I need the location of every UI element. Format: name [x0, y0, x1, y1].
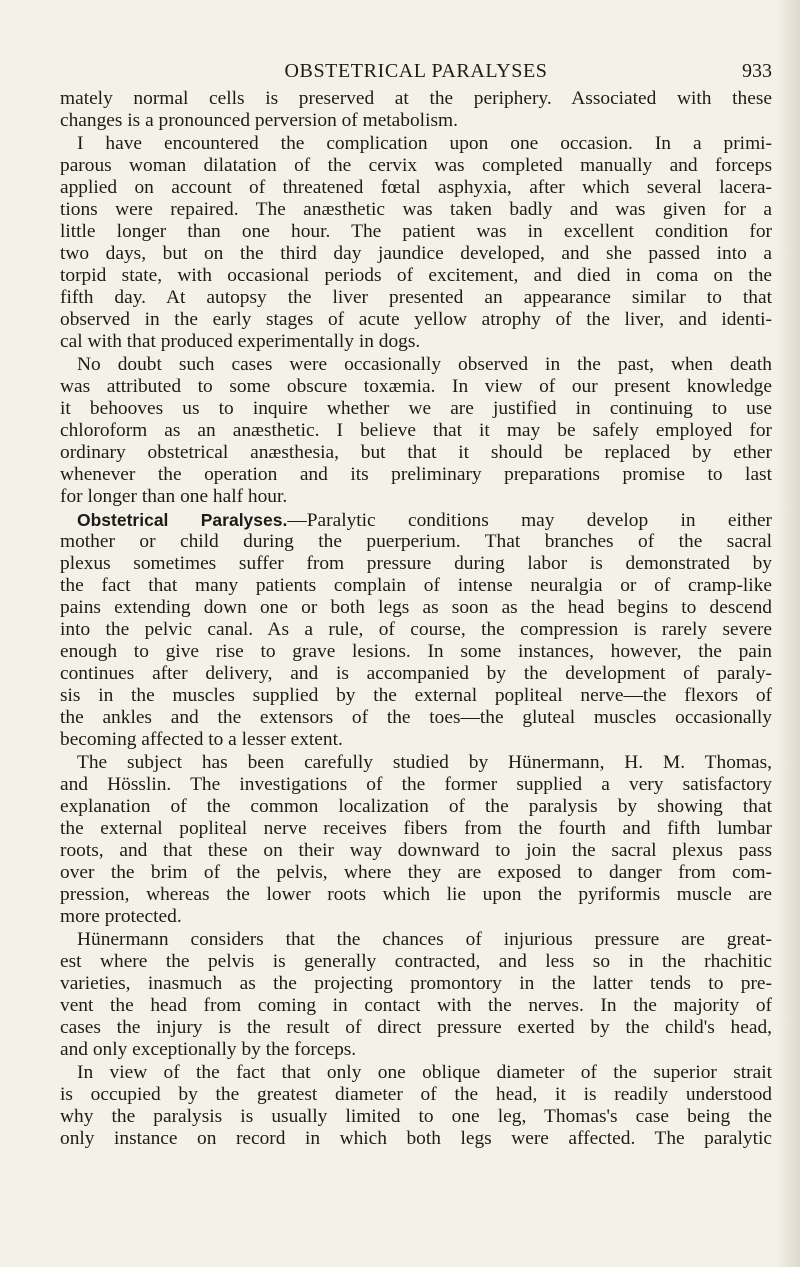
text-line: was attributed to some obscure toxæmia. In view of our present knowledge	[60, 376, 772, 397]
text-line: est where the pelvis is generally contracted, and less so in the rhachitic	[60, 951, 772, 972]
text-line: over the brim of the pelvis, where they are exposed to danger from com-	[60, 862, 772, 883]
section-heading: Obstetrical Paralyses.	[77, 510, 288, 530]
text-line: pression, whereas the lower roots which lie upon the pyriformis muscle are	[60, 884, 772, 905]
text-line: changes is a pronounced perversion of metabolism.	[60, 110, 458, 131]
text-line: vent the head from coming in contact with the nerves. In the majority of	[60, 995, 772, 1016]
text-line: why the paralysis is usually limited to one leg, Thomas's case being the	[60, 1106, 772, 1127]
text-line: the ankles and the extensors of the toes—the gluteal muscles occasionally	[60, 707, 772, 728]
section-heading-continuation: —Paralytic conditions may develop in either	[287, 510, 772, 531]
text-line: tions were repaired. The anæsthetic was taken badly and was given for a	[60, 199, 772, 220]
text-line: Hünermann considers that the chances of injurious pressure are great-	[77, 929, 772, 950]
text-line: only instance on record in which both legs were affected. The paralytic	[60, 1128, 772, 1149]
text-line: two days, but on the third day jaundice developed, and she passed into a	[60, 243, 772, 264]
text-line: and Hösslin. The investigations of the former supplied a very satisfactory	[60, 774, 772, 795]
text-line: cases the injury is the result of direct pressure exerted by the child's head,	[60, 1017, 772, 1038]
text-line: torpid state, with occasional periods of excitement, and died in coma on the	[60, 265, 772, 286]
page-edge-shadow	[776, 0, 800, 1267]
text-line: it behooves us to inquire whether we are justified in continuing to use	[60, 398, 772, 419]
text-line: mother or child during the puerperium. That branches of the sacral	[60, 531, 772, 552]
text-line: whenever the operation and its preliminary preparations promise to last	[60, 464, 772, 485]
text-line: No doubt such cases were occasionally observed in the past, when death	[77, 354, 772, 375]
text-line: varieties, inasmuch as the projecting promontory in the latter tends to pre-	[60, 973, 772, 994]
running-title: OBSTETRICAL PARALYSES	[284, 60, 548, 82]
text-line: continues after delivery, and is accompanied by the development of paraly-	[60, 663, 772, 684]
text-line: into the pelvic canal. As a rule, of course, the compression is rarely severe	[60, 619, 772, 640]
text-line: fifth day. At autopsy the liver presented an appearance similar to that	[60, 287, 772, 308]
text-line: the fact that many patients complain of intense neuralgia or of cramp-like	[60, 575, 772, 596]
text-line: becoming affected to a lesser extent.	[60, 729, 343, 750]
running-head	[60, 60, 772, 84]
text-line: mately normal cells is preserved at the periphery. Associated with these	[60, 88, 772, 109]
text-line: sis in the muscles supplied by the external popliteal nerve—the flexors of	[60, 685, 772, 706]
text-line: more protected.	[60, 906, 182, 927]
text-line: I have encountered the complication upon one occasion. In a primi-	[77, 133, 772, 154]
text-line: little longer than one hour. The patient was in excellent condition for	[60, 221, 772, 242]
text-line: chloroform as an anæsthetic. I believe that it may be safely employed for	[60, 420, 772, 441]
text-line: pains extending down one or both legs as soon as the head begins to descend	[60, 597, 772, 618]
text-line: plexus sometimes suffer from pressure during labor is demonstrated by	[60, 553, 772, 574]
text-line: applied on account of threatened fœtal asphyxia, after which several lacera-	[60, 177, 772, 198]
text-line: and only exceptionally by the forceps.	[60, 1039, 357, 1060]
text-line: explanation of the common localization of the paralysis by showing that	[60, 796, 772, 817]
text-line: ordinary obstetrical anæsthesia, but that it should be replaced by ether	[60, 442, 772, 463]
text-line: for longer than one half hour.	[60, 486, 288, 507]
text-line-with-heading	[77, 509, 772, 532]
text-line: The subject has been carefully studied by Hünermann, H. M. Thomas,	[77, 752, 772, 773]
text-line: cal with that produced experimentally in dogs.	[60, 331, 421, 352]
text-line: In view of the fact that only one oblique diameter of the superior strait	[77, 1062, 772, 1083]
text-line: roots, and that these on their way downward to join the sacral plexus pass	[60, 840, 772, 861]
text-line: parous woman dilatation of the cervix was completed manually and forceps	[60, 155, 772, 176]
text-line: is occupied by the greatest diameter of the head, it is readily understood	[60, 1084, 772, 1105]
page-number: 933	[742, 60, 772, 82]
text-line: enough to give rise to grave lesions. In some instances, however, the pain	[60, 641, 772, 662]
text-line: observed in the early stages of acute yellow atrophy of the liver, and identi-	[60, 309, 772, 330]
text-line: the external popliteal nerve receives fibers from the fourth and fifth lumbar	[60, 818, 772, 839]
